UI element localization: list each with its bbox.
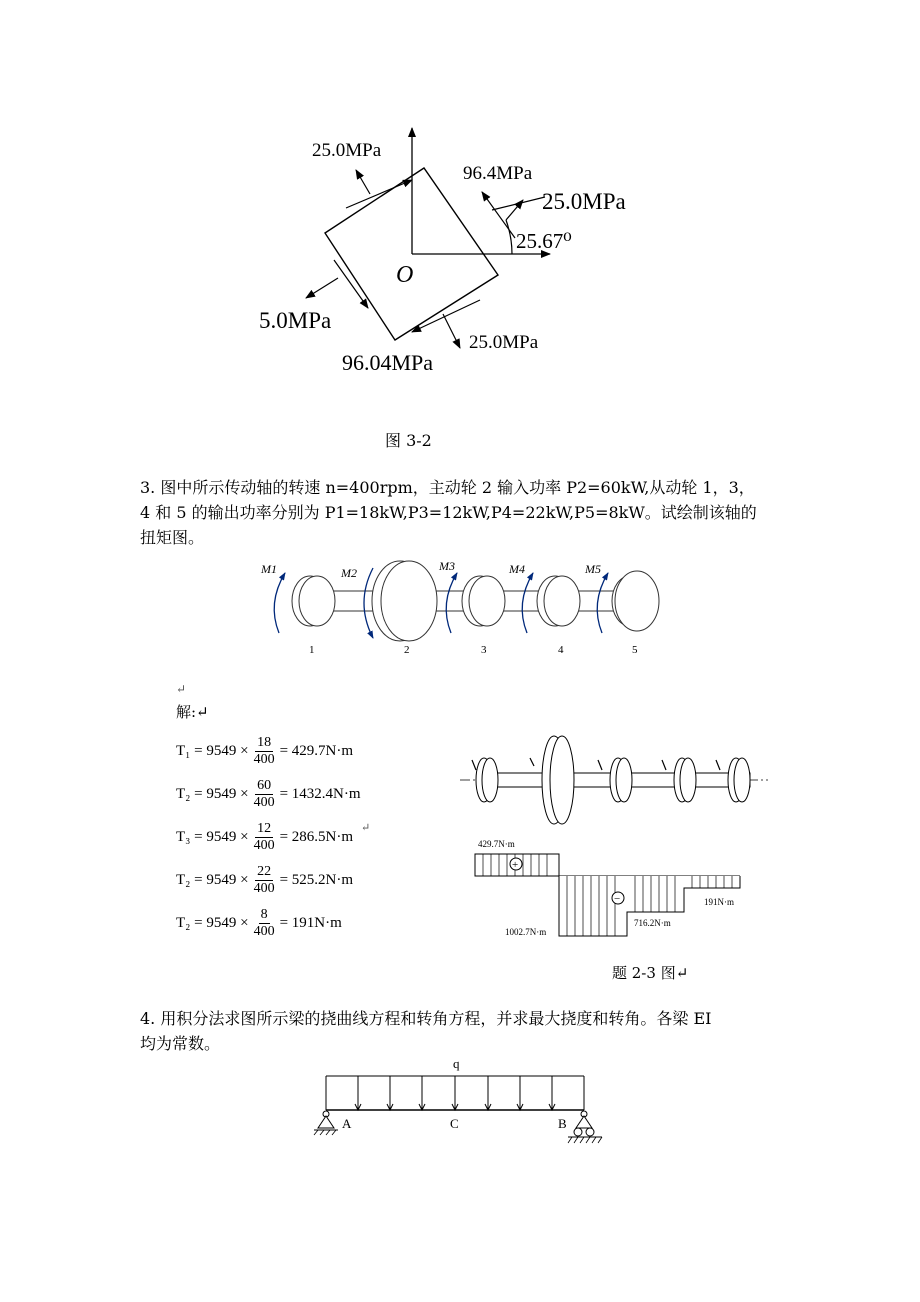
wheel-label-1: 1 bbox=[309, 644, 315, 656]
angle-label: 25.67⁰ bbox=[516, 229, 572, 253]
origin-label: O bbox=[396, 262, 414, 288]
eq-fraction bbox=[252, 778, 277, 811]
question-3-line-3: 扭矩图。 bbox=[140, 528, 205, 547]
torque-label-429: 429.7N·m bbox=[478, 839, 515, 849]
moment-label-1: M1 bbox=[261, 562, 277, 576]
stress-label-left: 5.0MPa bbox=[259, 308, 332, 333]
eq-denominator: 400 bbox=[253, 924, 275, 939]
question-3-line-1: 3. 图中所示传动轴的转速 n=400rpm，主动轮 2 输入功率 P2=60kW,从动轮 1，3， bbox=[140, 478, 755, 497]
wheel-label-2: 2 bbox=[404, 644, 410, 656]
eq-rhs: = 1432.4N·m bbox=[279, 786, 361, 802]
figure-caption-2-3: 题 2-3 图↵ bbox=[612, 964, 689, 982]
point-label-c: C bbox=[450, 1116, 459, 1131]
stress-label-top-right: 96.4MPa bbox=[463, 163, 533, 184]
eq-numerator: 18 bbox=[257, 735, 272, 750]
positive-sign: + bbox=[512, 859, 519, 871]
beam-figure bbox=[310, 1052, 610, 1152]
eq-rhs: = 525.2N·m bbox=[279, 872, 354, 888]
eq-denominator: 400 bbox=[253, 838, 275, 853]
stress-label-right: 25.0MPa bbox=[542, 189, 626, 214]
eq-numerator: 12 bbox=[257, 821, 272, 836]
moment-label-2: M2 bbox=[341, 566, 357, 580]
shaft-torque-diagram bbox=[450, 730, 780, 945]
question-4-line-2: 均为常数。 bbox=[140, 1034, 221, 1053]
eq-rhs: = 191N·m bbox=[279, 915, 342, 931]
eq-fraction bbox=[252, 821, 277, 854]
question-4-text bbox=[140, 1006, 790, 1056]
equation-row-2 bbox=[176, 778, 361, 811]
eq-numerator: 8 bbox=[260, 907, 268, 922]
moment-label-5: M5 bbox=[585, 562, 601, 576]
torque-label-191: 191N·m bbox=[704, 897, 734, 907]
equation-row-1 bbox=[176, 735, 353, 768]
question-4-line-1: 4. 用积分法求图所示梁的挠曲线方程和转角方程，并求最大挠度和转角。各梁 EI bbox=[140, 1009, 712, 1028]
eq-numerator: 60 bbox=[257, 778, 272, 793]
eq-lhs: T₂ = 9549 × bbox=[176, 915, 249, 931]
wheel-label-5: 5 bbox=[632, 644, 638, 656]
eq-rhs: = 429.7N·m bbox=[279, 743, 354, 759]
stress-label-bottom: 96.04MPa bbox=[342, 350, 434, 375]
eq-fraction bbox=[252, 735, 277, 768]
equation-row-4 bbox=[176, 864, 353, 897]
wheel-label-4: 4 bbox=[558, 644, 564, 656]
eq-fraction bbox=[252, 864, 277, 897]
torque-plot bbox=[475, 839, 740, 937]
torque-label-716: 716.2N·m bbox=[634, 918, 671, 928]
question-3-text bbox=[140, 475, 790, 550]
question-3-line-2: 4 和 5 的输出功率分别为 P1=18kW,P3=12kW,P4=22kW,P5=8kW。试绘制该轴的 bbox=[140, 503, 757, 522]
equation-row-3 bbox=[176, 821, 370, 854]
transmission-shaft-figure bbox=[255, 553, 675, 663]
eq-numerator: 22 bbox=[257, 864, 272, 879]
eq-lhs: T₃ = 9549 × bbox=[176, 829, 249, 845]
equation-row-5 bbox=[176, 907, 342, 940]
point-label-b: B bbox=[558, 1116, 567, 1131]
eq-denominator: 400 bbox=[253, 881, 275, 896]
eq-denominator: 400 bbox=[253, 795, 275, 810]
wheel-label-3: 3 bbox=[481, 644, 487, 656]
eq-lhs: T₁ = 9549 × bbox=[176, 743, 249, 759]
eq-lhs: T₂ = 9549 × bbox=[176, 872, 249, 888]
eq-denominator: 400 bbox=[253, 752, 275, 767]
return-mark: ↵ bbox=[176, 682, 187, 696]
point-label-a: A bbox=[342, 1116, 352, 1131]
negative-sign: − bbox=[614, 893, 621, 905]
stress-element-figure bbox=[250, 120, 670, 380]
figure-caption-3-2: 图 3-2 bbox=[385, 431, 432, 450]
moment-label-4: M4 bbox=[509, 562, 525, 576]
eq-fraction bbox=[252, 907, 277, 940]
load-label-q: q bbox=[453, 1056, 460, 1071]
eq-lhs: T₂ = 9549 × bbox=[176, 786, 249, 802]
eq-tail: ↵ bbox=[361, 822, 371, 834]
moment-label-3: M3 bbox=[439, 559, 455, 573]
eq-rhs: = 286.5N·m bbox=[279, 829, 354, 845]
stress-label-top-left: 25.0MPa bbox=[312, 140, 382, 161]
torque-label-1002: 1002.7N·m bbox=[505, 927, 547, 937]
stress-label-bottom-right: 25.0MPa bbox=[469, 332, 539, 353]
solution-title: 解:↵ bbox=[176, 703, 209, 721]
